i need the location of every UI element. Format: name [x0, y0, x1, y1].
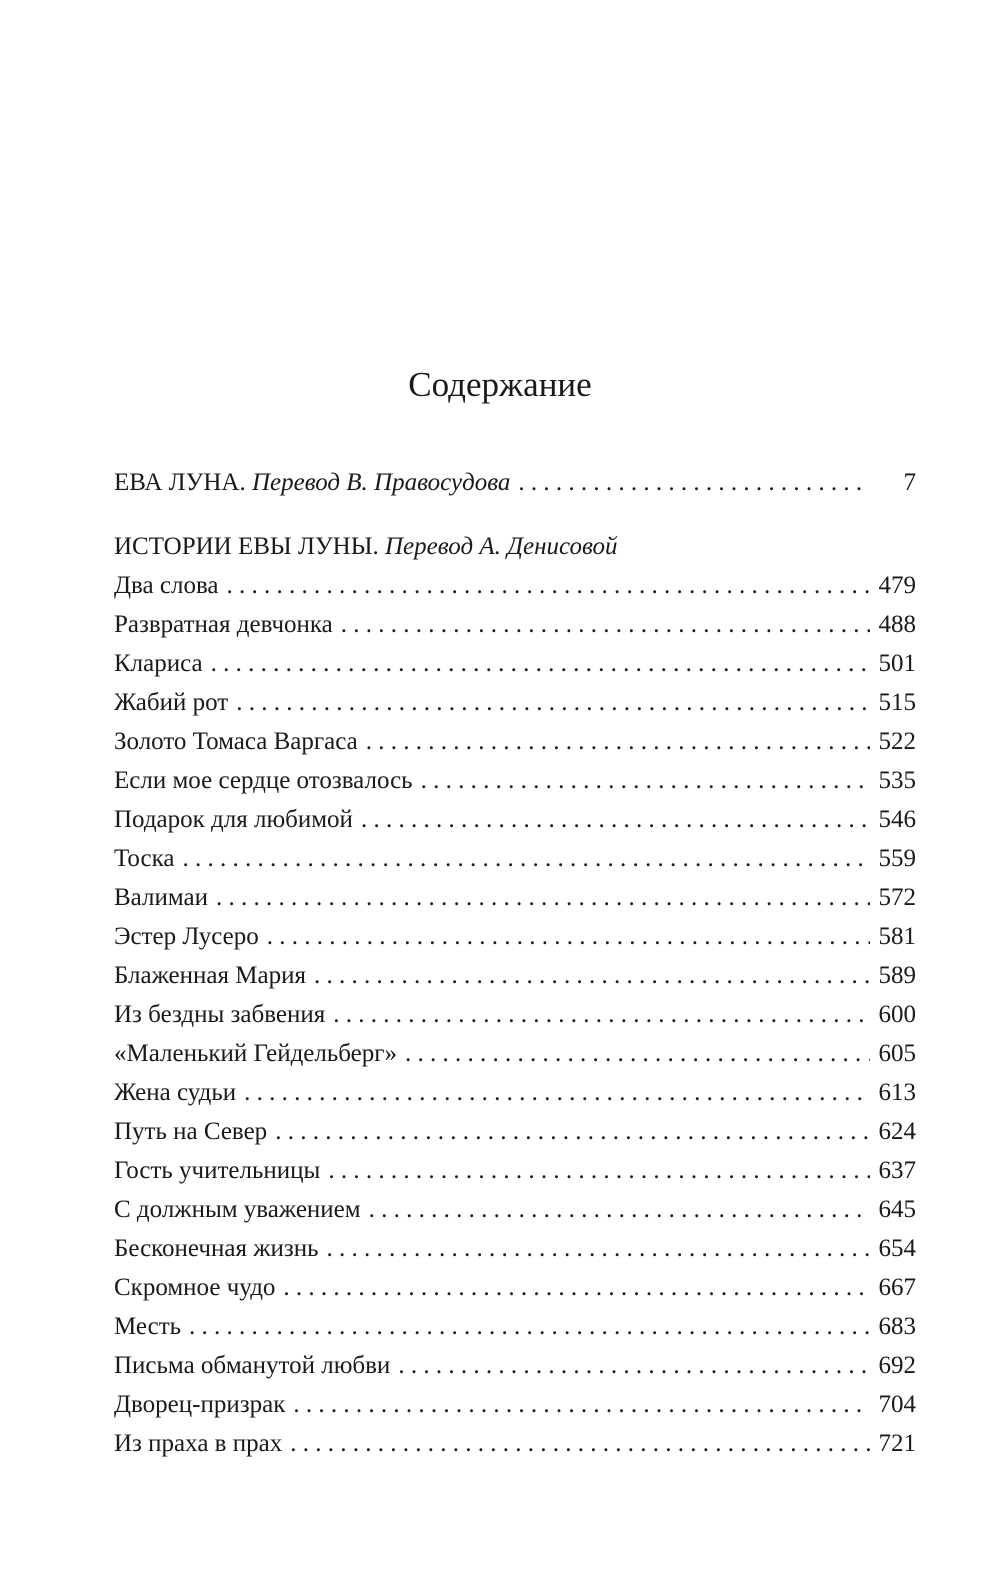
toc-part1	[114, 463, 916, 502]
toc-entry[interactable]	[114, 1112, 916, 1151]
toc-entry[interactable]	[114, 1190, 916, 1229]
dot-leader	[314, 956, 870, 995]
entry-title: Тоска	[114, 845, 175, 872]
page-number: 654	[878, 1235, 916, 1262]
page-number: 559	[878, 845, 916, 872]
entry-label	[114, 463, 510, 502]
dot-leader	[518, 463, 870, 502]
toc-entry[interactable]	[114, 1268, 916, 1307]
toc-entry[interactable]	[114, 683, 916, 722]
toc-part2-heading	[114, 527, 618, 566]
entry-title: Гость учительницы	[114, 1157, 321, 1184]
toc-entry[interactable]	[114, 1307, 916, 1346]
dot-leader	[267, 917, 870, 956]
page-title: Содержание	[408, 365, 592, 404]
toc-entry[interactable]	[114, 1073, 916, 1112]
dot-leader	[244, 1073, 870, 1112]
entry-title: Дворец-призрак	[114, 1391, 286, 1418]
page-number: 600	[878, 1001, 916, 1028]
entry-title: Путь на Север	[114, 1118, 268, 1145]
dot-leader	[275, 1112, 870, 1151]
toc-entry[interactable]	[114, 644, 916, 683]
page-number: 667	[878, 1274, 916, 1301]
entry-title: Клариса	[114, 650, 203, 677]
page-number: 624	[878, 1118, 916, 1145]
entry-title: Золото Томаса Варгаса	[114, 728, 358, 755]
toc-entry[interactable]	[114, 722, 916, 761]
dot-leader	[283, 1268, 870, 1307]
entry-title: Из праха в прах	[114, 1430, 283, 1457]
entry-title: «Маленький Гейдельберг»	[114, 1040, 398, 1067]
toc-entry[interactable]	[114, 800, 916, 839]
toc-entry[interactable]	[114, 917, 916, 956]
translator-credit: Перевод А. Денисовой	[385, 533, 618, 560]
page-number: 692	[878, 1352, 916, 1379]
page-number: 683	[878, 1313, 916, 1340]
entry-title: Письма обманутой любви	[114, 1352, 391, 1379]
entry-title: Скромное чудо	[114, 1274, 276, 1301]
dot-leader	[333, 995, 870, 1034]
page-number: 546	[878, 806, 916, 833]
dot-leader	[227, 566, 870, 605]
dot-leader	[405, 1034, 870, 1073]
entry-title: Жабий рот	[114, 689, 229, 716]
translator-credit: Перевод В. Правосудова	[251, 469, 511, 496]
toc-entry[interactable]	[114, 605, 916, 644]
page-number: 479	[878, 572, 916, 599]
toc-entry[interactable]	[114, 995, 916, 1034]
toc-entry[interactable]	[114, 956, 916, 995]
toc-entry[interactable]	[114, 1151, 916, 1190]
dot-leader	[398, 1346, 870, 1385]
entry-title: Подарок для любимой	[114, 806, 353, 833]
dot-leader	[421, 761, 870, 800]
entry-title: Жена судьи	[114, 1079, 237, 1106]
toc-entry[interactable]	[114, 1229, 916, 1268]
page-number: 637	[878, 1157, 916, 1184]
entry-title: Бесконечная жизнь	[114, 1235, 319, 1262]
toc-entry[interactable]	[114, 1424, 916, 1463]
dot-leader	[293, 1385, 870, 1424]
entry-title: Блаженная Мария	[114, 962, 306, 989]
dot-leader	[361, 800, 870, 839]
page-number: 645	[878, 1196, 916, 1223]
dot-leader	[236, 683, 870, 722]
dot-leader	[211, 644, 870, 683]
dot-leader	[328, 1151, 870, 1190]
toc-entry[interactable]	[114, 566, 916, 605]
part-title: ЕВА ЛУНА.	[114, 469, 246, 496]
entry-title: Развратная девчонка	[114, 611, 333, 638]
page-number: 613	[878, 1079, 916, 1106]
dot-leader	[369, 1190, 870, 1229]
entry-title: Если мое сердце отозвалось	[114, 767, 413, 794]
entry-title: Валимаи	[114, 884, 208, 911]
page-number: 704	[878, 1391, 916, 1418]
page-number: 721	[878, 1430, 916, 1457]
entry-title: Из бездны забвения	[114, 1001, 326, 1028]
dot-leader	[366, 722, 870, 761]
page-number: 581	[878, 923, 916, 950]
dot-leader	[327, 1229, 870, 1268]
toc-entry[interactable]	[114, 839, 916, 878]
toc-entry[interactable]	[114, 761, 916, 800]
dot-leader	[216, 878, 870, 917]
toc-entry[interactable]	[114, 1346, 916, 1385]
page-number: 7	[903, 469, 916, 496]
page-number: 605	[878, 1040, 916, 1067]
toc-entry[interactable]	[114, 878, 916, 917]
page-number: 522	[878, 728, 916, 755]
entry-title: Месть	[114, 1313, 182, 1340]
page-number: 572	[878, 884, 916, 911]
page-number: 515	[878, 689, 916, 716]
dot-leader	[341, 605, 870, 644]
part-title: ИСТОРИИ ЕВЫ ЛУНЫ.	[114, 533, 379, 560]
entry-title: Эстер Лусеро	[114, 923, 259, 950]
dot-leader	[189, 1307, 870, 1346]
toc-entry-eva-luna[interactable]	[114, 463, 916, 502]
dot-leader	[290, 1424, 870, 1463]
page-number: 501	[878, 650, 916, 677]
page-number: 488	[878, 611, 916, 638]
toc-entry[interactable]	[114, 1034, 916, 1073]
entry-title: Два слова	[114, 572, 219, 599]
page-number: 589	[878, 962, 916, 989]
page-number: 535	[878, 767, 916, 794]
toc-stories-list	[114, 566, 916, 1463]
entry-title: С должным уважением	[114, 1196, 361, 1223]
toc-entry[interactable]	[114, 1385, 916, 1424]
dot-leader	[182, 839, 870, 878]
